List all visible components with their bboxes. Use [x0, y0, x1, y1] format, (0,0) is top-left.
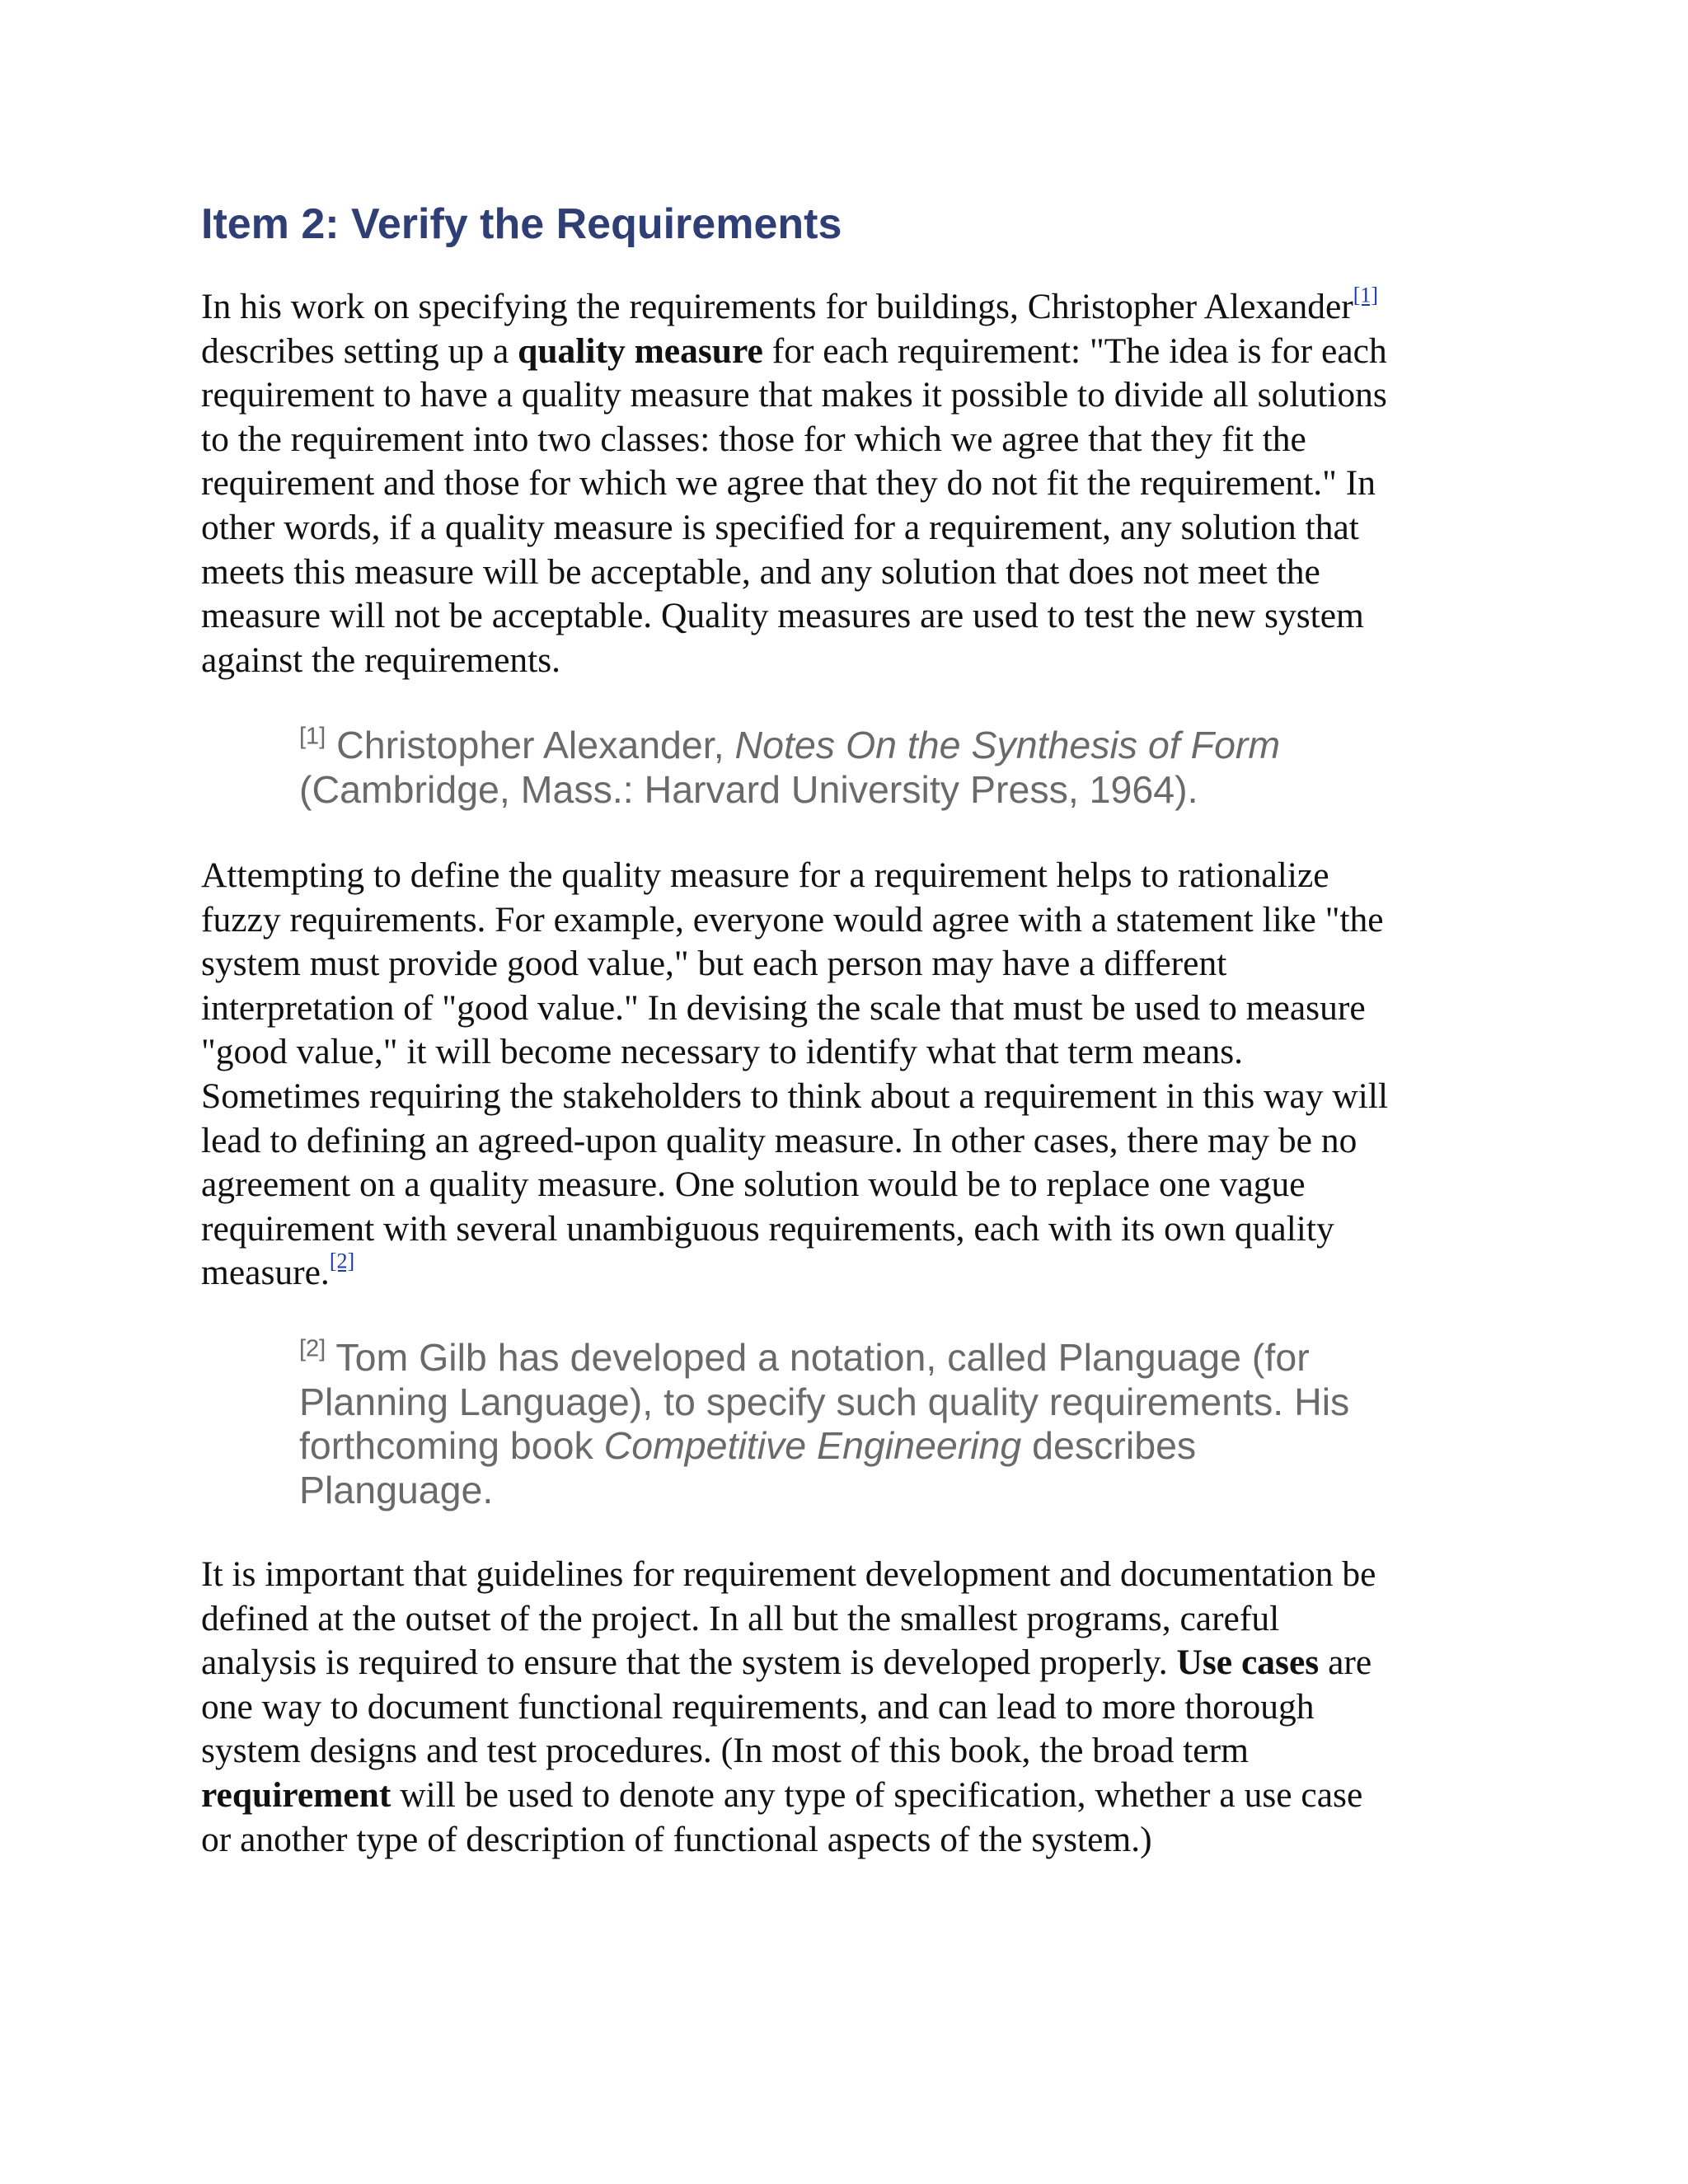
text-line: fuzzy requirements. For example, everyone would agree with a statement like "the — [201, 899, 1384, 940]
footnote-ref-1[interactable]: [1] — [1353, 283, 1379, 307]
text-line: system designs and test procedures. (In most of this book, the broad term — [201, 1731, 1249, 1771]
text-line: requirement to have a quality measure that makes it possible to divide all solutions — [201, 375, 1387, 415]
footnote-ref-2[interactable]: [2] — [329, 1249, 355, 1273]
term-quality-measure: quality measure — [518, 330, 763, 371]
footnote-1 — [299, 724, 1494, 812]
text-line: system must provide good value," but each person may have a different — [201, 944, 1227, 984]
text-line: Planguage. — [299, 1468, 494, 1511]
text-line: forthcoming book Competitive Engineering describes — [299, 1424, 1197, 1468]
text-line: It is important that guidelines for requirement development and documentation be — [201, 1554, 1376, 1594]
text-line: requirement with several unambiguous requirements, each with its own quality — [201, 1208, 1334, 1249]
text-line: lead to defining an agreed-upon quality measure. In other cases, there may be no — [201, 1120, 1357, 1160]
text-line: agreement on a quality measure. One solution would be to replace one vague — [201, 1165, 1306, 1205]
footnote-mark-1: [1] — [299, 723, 326, 750]
text-line: other words, if a quality measure is specified for a requirement, any solution that — [201, 507, 1359, 547]
text-line: (Cambridge, Mass.: Harvard University Press, 1964). — [299, 767, 1198, 811]
text-line: against the requirements. — [201, 640, 561, 680]
term-requirement: requirement — [201, 1774, 392, 1815]
text-line: or another type of description of functional aspects of the system.) — [201, 1819, 1152, 1859]
section-heading: Item 2: Verify the Requirements — [201, 200, 842, 248]
text-line: [1] Christopher Alexander, Notes On the Synthesis of Form — [299, 723, 1281, 766]
text-line: Planning Language), to specify such quality requirements. His — [299, 1380, 1350, 1423]
text-line: one way to document functional requirements, and can lead to more thorough — [201, 1686, 1315, 1727]
text-line: to the requirement into two classes: those for which we agree that they fit the — [201, 419, 1306, 459]
paragraph-guidelines — [201, 1553, 1503, 1862]
text-line: analysis is required to ensure that the system is developed properly. Use cases are — [201, 1643, 1372, 1683]
text-line: interpretation of "good value." In devising the scale that must be used to measure — [201, 987, 1366, 1028]
text-line: defined at the outset of the project. In all but the smallest programs, careful — [201, 1598, 1280, 1638]
text-line: Sometimes requiring the stakeholders to think about a requirement in this way will — [201, 1076, 1389, 1116]
text-line: Attempting to define the quality measure for a requirement helps to rationalize — [201, 855, 1329, 895]
paragraph-quality-measure — [201, 285, 1503, 682]
text-line: [2] Tom Gilb has developed a notation, called Planguage (for — [299, 1335, 1310, 1379]
footnote-mark-2: [2] — [299, 1335, 326, 1362]
text-line: measure.[2] — [201, 1249, 355, 1293]
book-title: Notes On the Synthesis of Form — [734, 724, 1281, 766]
footnote-2 — [299, 1336, 1494, 1512]
paragraph-fuzzy-requirements — [201, 854, 1503, 1296]
text-line: requirement and those for which we agree that they do not fit the requirement." In — [201, 463, 1376, 504]
text-line: meets this measure will be acceptable, and any solution that does not meet the — [201, 551, 1320, 592]
text-line: requirement will be used to denote any type of specification, whether a use case — [201, 1774, 1363, 1815]
text-line: describes setting up a quality measure for each requirement: "The idea is for each — [201, 330, 1387, 371]
text-line: measure will not be acceptable. Quality measures are used to test the new system — [201, 596, 1364, 636]
text-line: In his work on specifying the requirements for buildings, Christopher Alexander[1] — [201, 283, 1379, 326]
text-line: "good value," it will become necessary to identify what that term means. — [201, 1032, 1244, 1072]
term-use-cases: Use cases — [1176, 1643, 1320, 1683]
book-title: Competitive Engineering — [603, 1424, 1022, 1468]
